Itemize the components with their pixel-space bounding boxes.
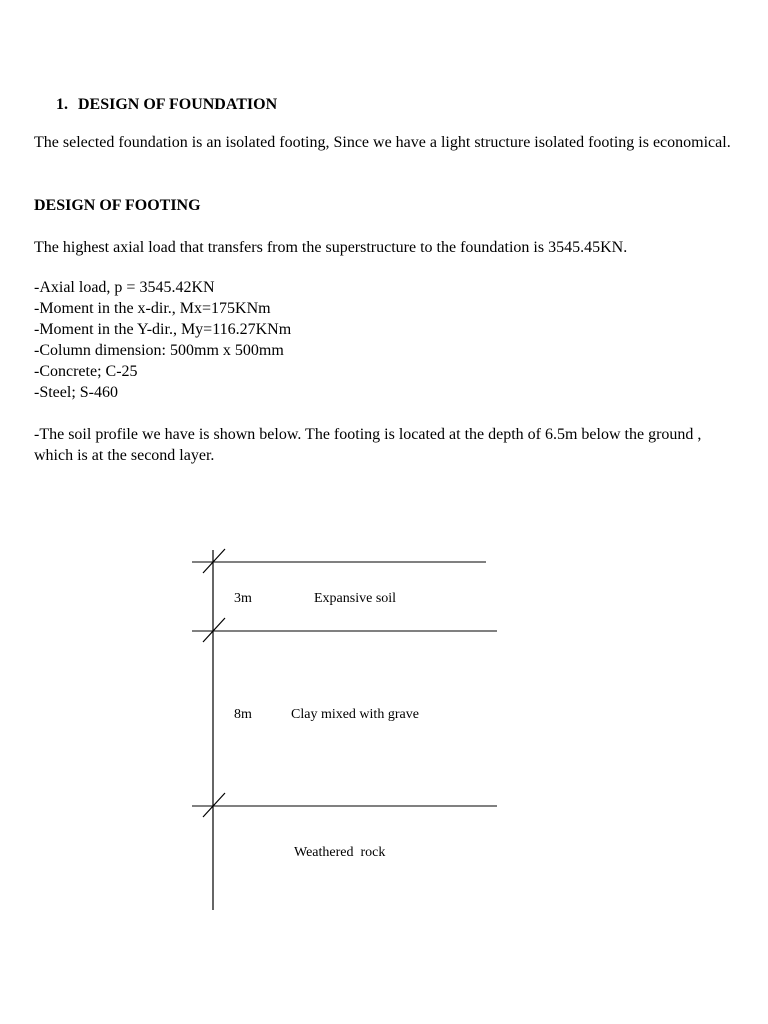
- layer-2-name: Clay mixed with grave: [291, 707, 419, 722]
- section-heading: [56, 94, 277, 115]
- intro-paragraph: The selected foundation is an isolated footing, Since we have a light structure isolated footing is economical.: [34, 134, 731, 151]
- layer-1-name: Expansive soil: [314, 591, 397, 606]
- parameter-list: [34, 277, 291, 403]
- layer-3-name: Weathered rock: [294, 845, 386, 860]
- layer-1-thickness: 3m: [234, 591, 252, 606]
- soil-statement: -The soil profile we have is shown below. The footing is located at the depth of 6.5m below the ground , which is at the second layer.: [34, 426, 702, 464]
- parameter-axial-load: -Axial load, p = 3545.42KN: [34, 279, 215, 296]
- subheading: DESIGN OF FOOTING: [34, 197, 201, 214]
- layer-2-thickness: 8m: [234, 707, 252, 722]
- parameter-steel: -Steel; S-460: [34, 384, 118, 401]
- tick-mark-boundary-2: [203, 793, 225, 817]
- section-title-text: DESIGN OF FOUNDATION: [78, 96, 278, 113]
- tick-mark-boundary-1: [203, 618, 225, 642]
- parameter-moment-y: -Moment in the Y-dir., My=116.27KNm: [34, 321, 292, 338]
- section-number: 1.: [56, 96, 68, 113]
- tick-mark-ground: [203, 549, 225, 573]
- load-statement: The highest axial load that transfers from the superstructure to the foundation is 3545.45KN.: [34, 239, 628, 256]
- parameter-moment-x: -Moment in the x-dir., Mx=175KNm: [34, 300, 271, 317]
- parameter-column-dimension: -Column dimension: 500mm x 500mm: [34, 342, 284, 359]
- parameter-concrete: -Concrete; C-25: [34, 363, 138, 380]
